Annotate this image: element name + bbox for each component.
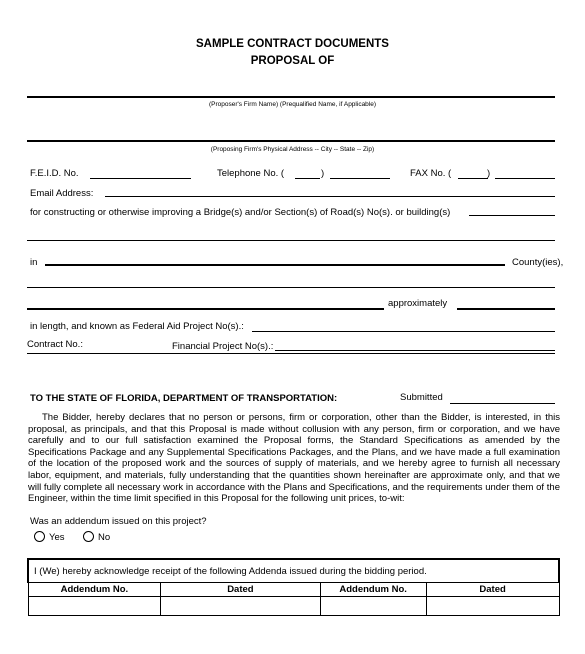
address-caption: (Proposing Firm's Physical Address -- City -- State -- Zip) [210,146,375,153]
location-field[interactable] [45,264,505,266]
addenda-table [27,558,560,616]
county-label: County(ies), [512,257,564,268]
addendum-question: Was an addendum issued on this project? [30,516,207,527]
dated-cell[interactable] [161,597,320,616]
contract-field[interactable] [27,353,555,354]
feid-label: F.E.I.D. No. [30,168,79,179]
telephone-number-field[interactable] [330,178,390,179]
submitted-date-field[interactable] [450,403,555,404]
contract-label: Contract No.: [27,339,83,350]
email-field[interactable] [105,196,555,197]
fax-number-field[interactable] [495,178,555,179]
description-field[interactable] [27,308,384,310]
constructing-field-2[interactable] [27,240,555,241]
addendum-no-option[interactable] [83,531,110,543]
constructing-field[interactable] [469,215,555,216]
email-label: Email Address: [30,188,94,199]
financial-project-label: Financial Project No(s).: [172,341,274,352]
addendum-no-header-1: Addendum No. [28,583,161,597]
yes-label: Yes [49,532,65,543]
county-field[interactable] [27,287,555,288]
in-label: in [30,257,38,268]
addenda-acknowledgement: I (We) hereby acknowledge receipt of the following Addenda issued during the bidding period. [28,559,559,583]
fax-area-field[interactable] [458,178,488,179]
dated-header-1: Dated [161,583,320,597]
approximately-label: approximately [388,298,448,309]
document-title: SAMPLE CONTRACT DOCUMENTS [196,38,389,50]
firm-name-caption: (Proposer's Firm Name) (Prequalified Name, if Applicable) [208,101,377,108]
yes-radio[interactable] [34,531,45,542]
addendum-no-cell[interactable] [28,597,161,616]
dated-cell[interactable] [426,597,559,616]
declaration-paragraph: The Bidder, hereby declares that no person or persons, firm or corporation, other than the Bidder, is interested, in this proposal, as principals, and that this Proposal is made without collusion with any person, firm or corporation, and we have carefully and to our full satisfaction examined the Proposal forms, the Standard Specifications as amended by the Specifications Package and any Supplemental Specifications Packages, and the Plans, and we have made a full examination of the location of the proposed work and the sources of supply of materials, and we hereby agree to furnish all necessary labor, equipment, and materials, fully understanding that the quantities shown hereinafter are approximate only, and that we will fully complete all necessary work in accordance with the Plans and Specifications, and the requirements under them of the Engineer, within the time limit specified in this Proposal for the following unit prices, to-wit: [28,412,560,505]
addendum-no-header-2: Addendum No. [320,583,426,597]
telephone-close-paren: ) [321,168,325,179]
addressee-heading: TO THE STATE OF FLORIDA, DEPARTMENT OF TRANSPORTATION: [30,393,338,404]
financial-project-field[interactable] [275,350,555,351]
no-radio[interactable] [83,531,94,542]
telephone-area-field[interactable] [295,178,320,179]
fax-label: FAX No. ( [410,168,452,179]
addendum-no-cell[interactable] [320,597,426,616]
federal-aid-field[interactable] [252,331,555,332]
telephone-label: Telephone No. ( [217,168,285,179]
address-line[interactable] [27,140,555,142]
submitted-label: Submitted [400,392,443,403]
dated-header-2: Dated [426,583,559,597]
document-subtitle: PROPOSAL OF [250,55,335,67]
federal-aid-label: in length, and known as Federal Aid Project No(s).: [30,321,244,332]
feid-field[interactable] [90,178,191,179]
addendum-yes-option[interactable] [34,531,65,543]
fax-close-paren: ) [487,168,491,179]
approximately-field[interactable] [457,308,555,310]
firm-name-line[interactable] [27,96,555,98]
constructing-label: for constructing or otherwise improving a Bridge(s) and/or Section(s) of Road(s) No(s). or building(s) [30,207,451,218]
no-label: No [98,532,111,543]
